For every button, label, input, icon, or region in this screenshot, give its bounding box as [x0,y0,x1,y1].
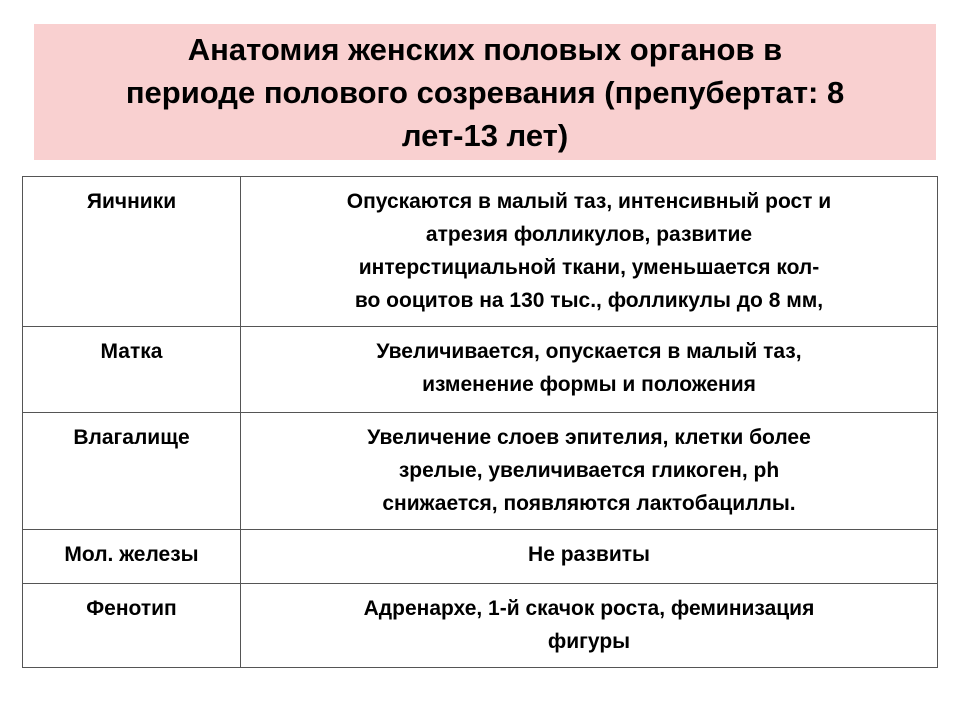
row-description-ovaries [241,177,938,327]
table-row-vagina [23,413,938,530]
slide-title [106,28,864,157]
row-label-uterus: Матка [23,327,241,413]
title-line-3: лет-13 лет) [401,117,569,153]
table-row-phenotype [23,584,938,668]
table-row-uterus [23,327,938,413]
description-line: Опускаются в малый таз, интенсивный рост и [346,190,832,213]
row-label-ovaries: Яичники [23,177,241,327]
description-line: Адренархе, 1-й скачок роста, феминизация [363,597,815,620]
row-description-mammary [241,530,938,584]
description-line: атрезия фолликулов, развитие [425,223,753,246]
anatomy-table [22,176,938,668]
description-line: снижается, появляются лактобациллы. [382,492,796,515]
description-line: изменение формы и положения [422,373,756,396]
row-label-mammary: Мол. железы [23,530,241,584]
description-line: Увеличение слоев эпителия, клетки более [367,426,811,449]
description-line: Увеличивается, опускается в малый таз, [376,340,802,363]
title-line-1: Анатомия женских половых органов в [187,31,783,67]
description-line: зрелые, увеличивается гликоген, ph [398,459,780,482]
row-description-vagina [241,413,938,530]
table-row-mammary [23,530,938,584]
description-line: интерстициальной ткани, уменьшается кол- [358,256,820,279]
title-banner [34,24,936,160]
row-description-uterus [241,327,938,413]
description-line: во ооцитов на 130 тыс., фолликулы до 8 мм, [354,289,824,312]
anatomy-table-container [22,176,938,668]
title-line-2: периоде полового созревания (препубертат: 8 [125,74,845,110]
row-label-phenotype: Фенотип [23,584,241,668]
row-description-phenotype [241,584,938,668]
description-line: фигуры [547,630,631,653]
table-row-ovaries [23,177,938,327]
row-label-vagina: Влагалище [23,413,241,530]
description-line: Не развиты [528,543,650,566]
